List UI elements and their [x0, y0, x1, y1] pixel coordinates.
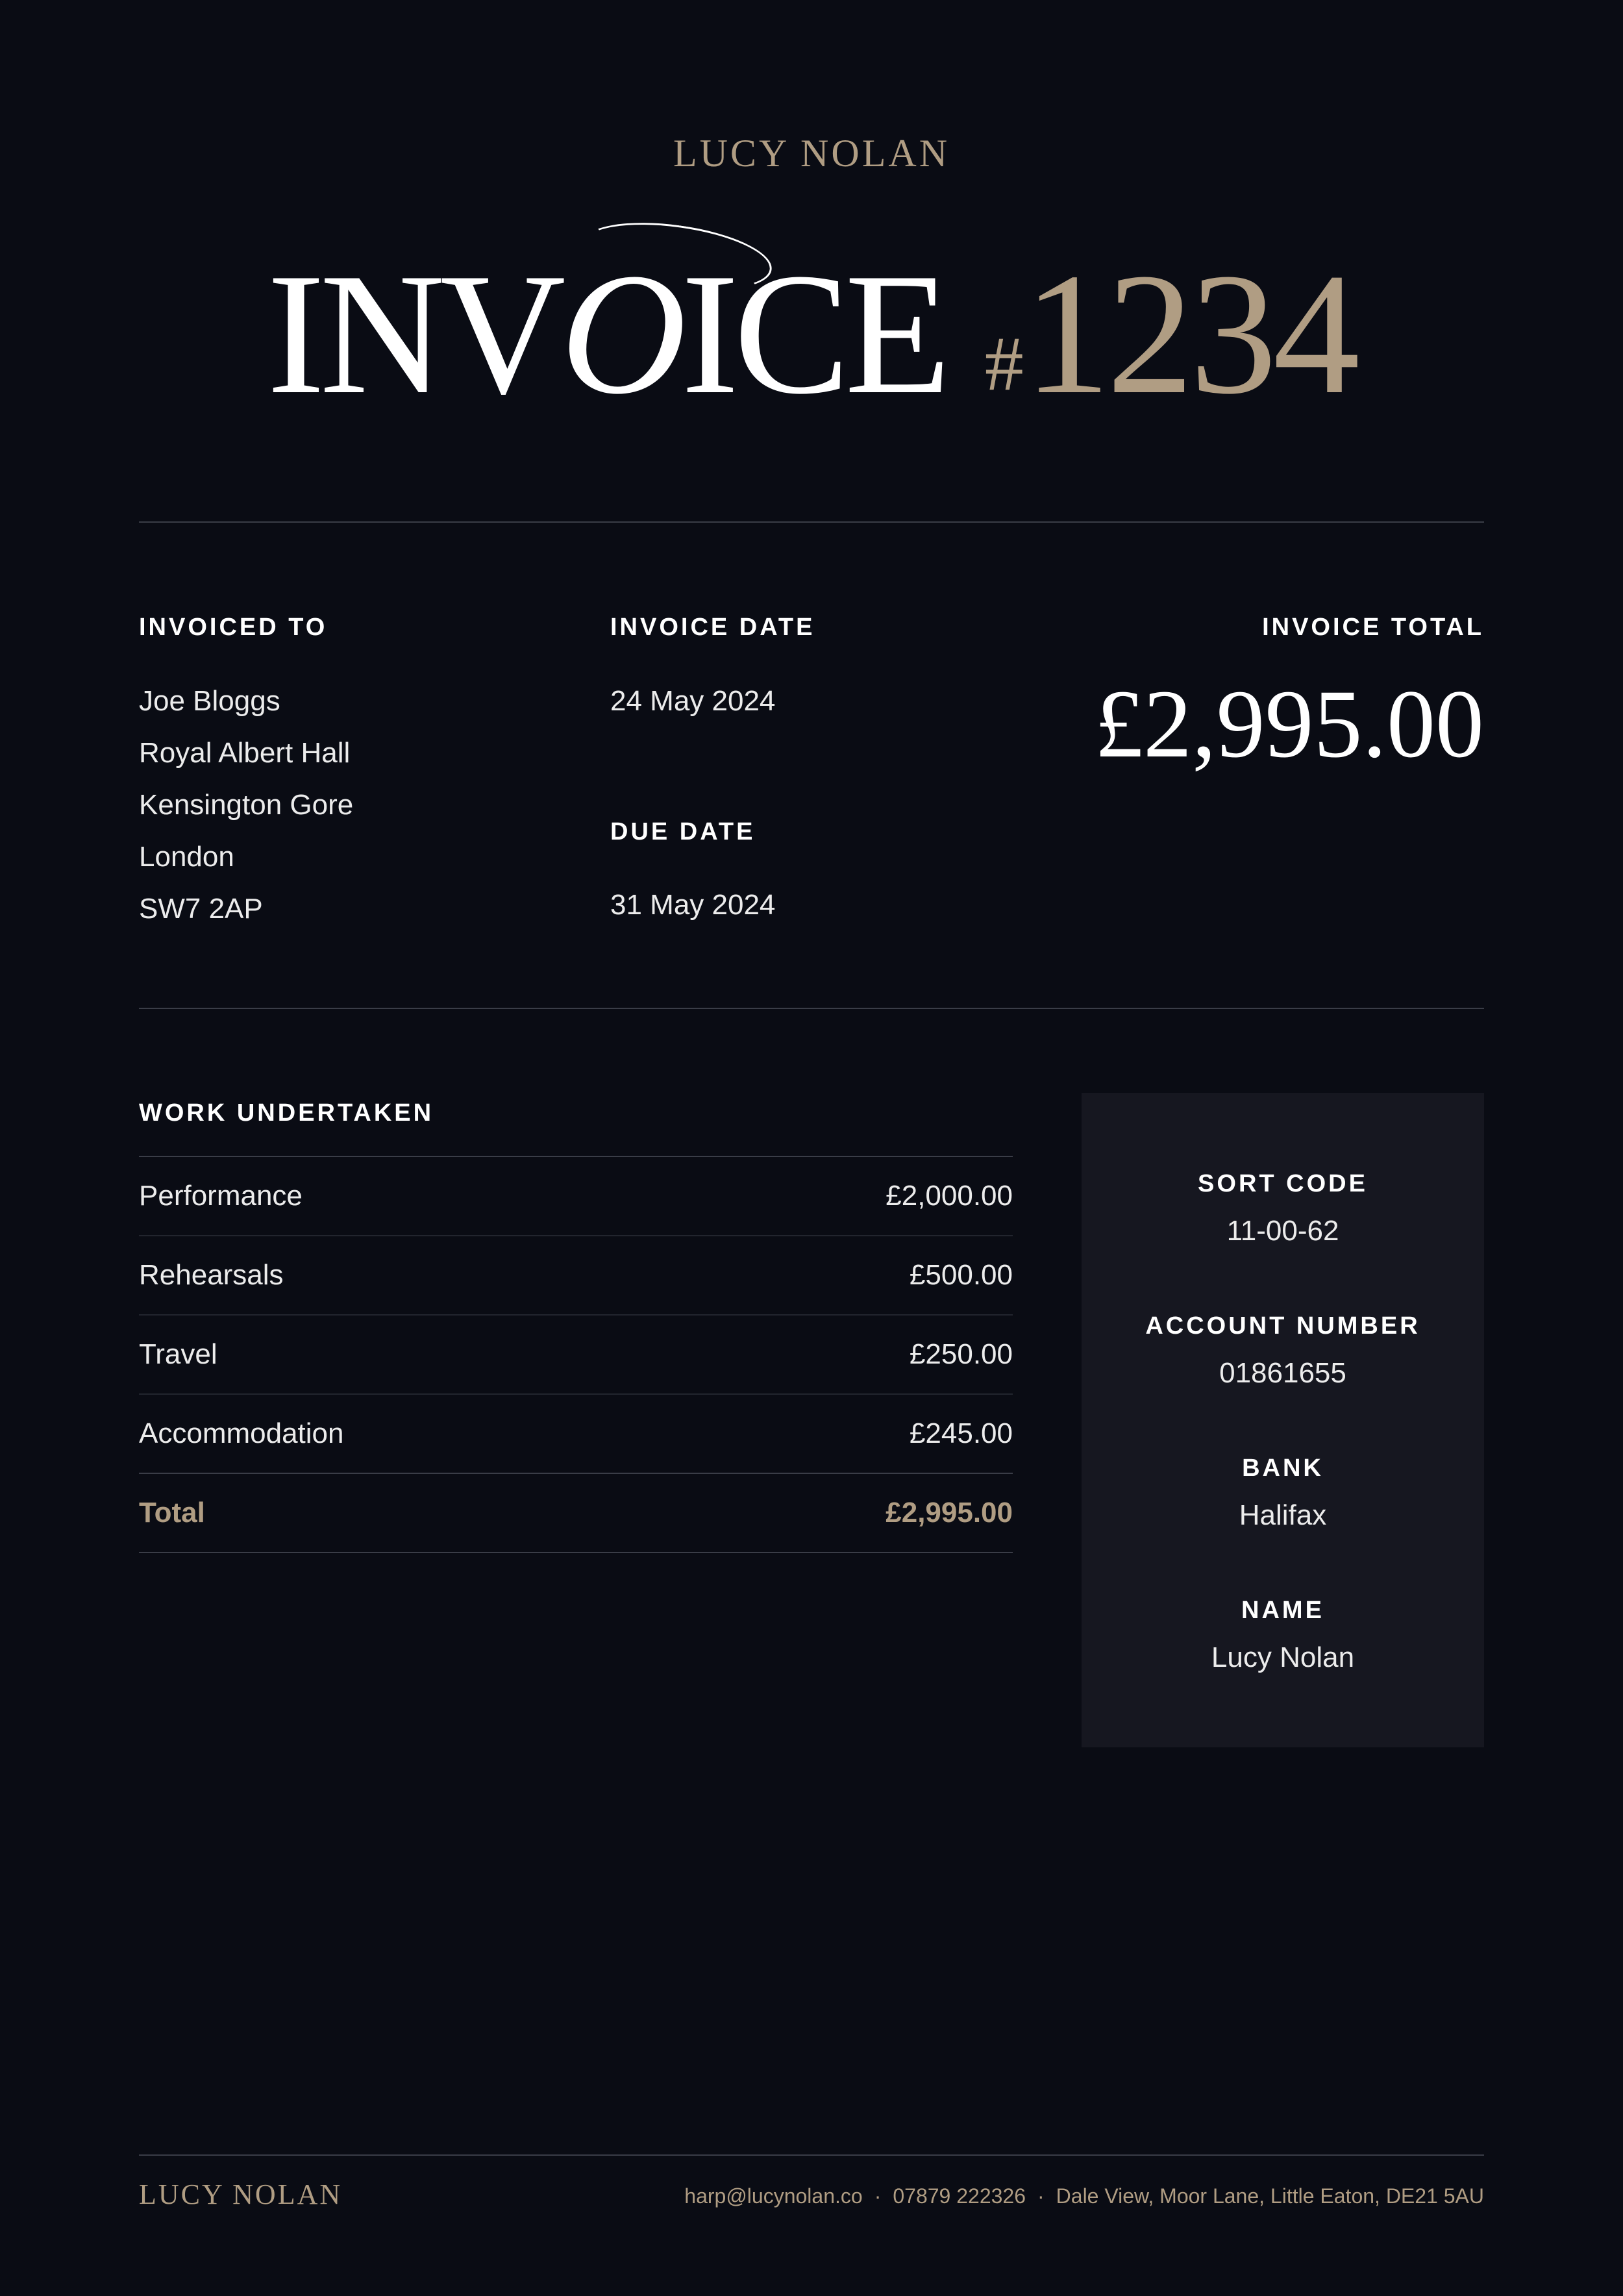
brand-logo-footer: LUCY NOLAN: [139, 2178, 343, 2210]
item-name: Accommodation: [139, 1417, 344, 1449]
bank-label: BANK: [1242, 1454, 1324, 1482]
item-amount: £250.00: [909, 1338, 1013, 1370]
account-name-field: [1082, 1595, 1484, 1677]
total-label: Total: [139, 1497, 205, 1529]
bank-name-field: [1082, 1453, 1484, 1535]
bank-name-value: Halifax: [1239, 1499, 1327, 1531]
due-date-value: 31 May 2024: [610, 889, 776, 921]
table-row: [139, 1316, 1013, 1395]
invoice-number-hash: #: [984, 320, 1024, 406]
invoice-title: [0, 237, 1623, 430]
invoice-number: 1234: [1023, 237, 1356, 430]
address-line: Kensington Gore: [139, 789, 354, 821]
footer-separator: ·: [874, 2184, 882, 2208]
invoice-total-value: £2,995.00: [1095, 670, 1484, 778]
item-name: Travel: [139, 1338, 217, 1370]
sort-code-value: 11-00-62: [1226, 1215, 1339, 1247]
address-line: Royal Albert Hall: [139, 737, 351, 769]
account-number-value: 01861655: [1219, 1357, 1346, 1389]
footer-phone[interactable]: 07879 222326: [893, 2184, 1026, 2208]
footer-contact: [684, 2182, 1484, 2210]
sort-code-field: [1082, 1169, 1484, 1251]
total-amount: £2,995.00: [886, 1497, 1013, 1529]
footer-address: Dale View, Moor Lane, Little Eaton, DE21 5AU: [1056, 2184, 1484, 2208]
account-name-value: Lucy Nolan: [1211, 1641, 1355, 1673]
item-amount: £2,000.00: [886, 1180, 1013, 1212]
address-line: SW7 2AP: [139, 893, 263, 925]
work-table: [139, 1156, 1013, 1553]
bank-details-panel: [1082, 1093, 1484, 1747]
address-line: London: [139, 841, 234, 873]
item-name: Rehearsals: [139, 1259, 284, 1291]
sort-code-label: SORT CODE: [1198, 1170, 1368, 1197]
total-row: [139, 1474, 1013, 1553]
account-number-field: [1082, 1311, 1484, 1393]
footer-email[interactable]: harp@lucynolan.co: [684, 2184, 863, 2208]
table-row: [139, 1236, 1013, 1316]
address-line: Joe Bloggs: [139, 685, 280, 717]
divider-top: [139, 521, 1484, 523]
item-amount: £500.00: [909, 1259, 1013, 1291]
item-name: Performance: [139, 1180, 303, 1212]
invoice-date-label: INVOICE DATE: [610, 614, 815, 641]
title-word-suffix: ICE: [681, 237, 946, 430]
invoiced-to-label: INVOICED TO: [139, 614, 328, 641]
item-amount: £245.00: [909, 1417, 1013, 1449]
work-undertaken-label: WORK UNDERTAKEN: [139, 1099, 434, 1127]
table-row: [139, 1157, 1013, 1236]
title-word-prefix: INV: [267, 237, 561, 430]
brand-logo-top: LUCY NOLAN: [673, 132, 950, 175]
invoiced-to-address: [139, 675, 353, 935]
account-number-label: ACCOUNT NUMBER: [1145, 1312, 1420, 1340]
footer-separator: ·: [1037, 2184, 1045, 2208]
invoice-total-label: INVOICE TOTAL: [1262, 614, 1484, 641]
table-row: [139, 1395, 1013, 1474]
invoice-date-value: 24 May 2024: [610, 685, 776, 717]
divider-footer: [139, 2154, 1484, 2156]
account-name-label: NAME: [1241, 1597, 1324, 1624]
title-flourish-o: O: [560, 237, 682, 430]
divider-middle: [139, 1008, 1484, 1009]
due-date-label: DUE DATE: [610, 818, 756, 845]
